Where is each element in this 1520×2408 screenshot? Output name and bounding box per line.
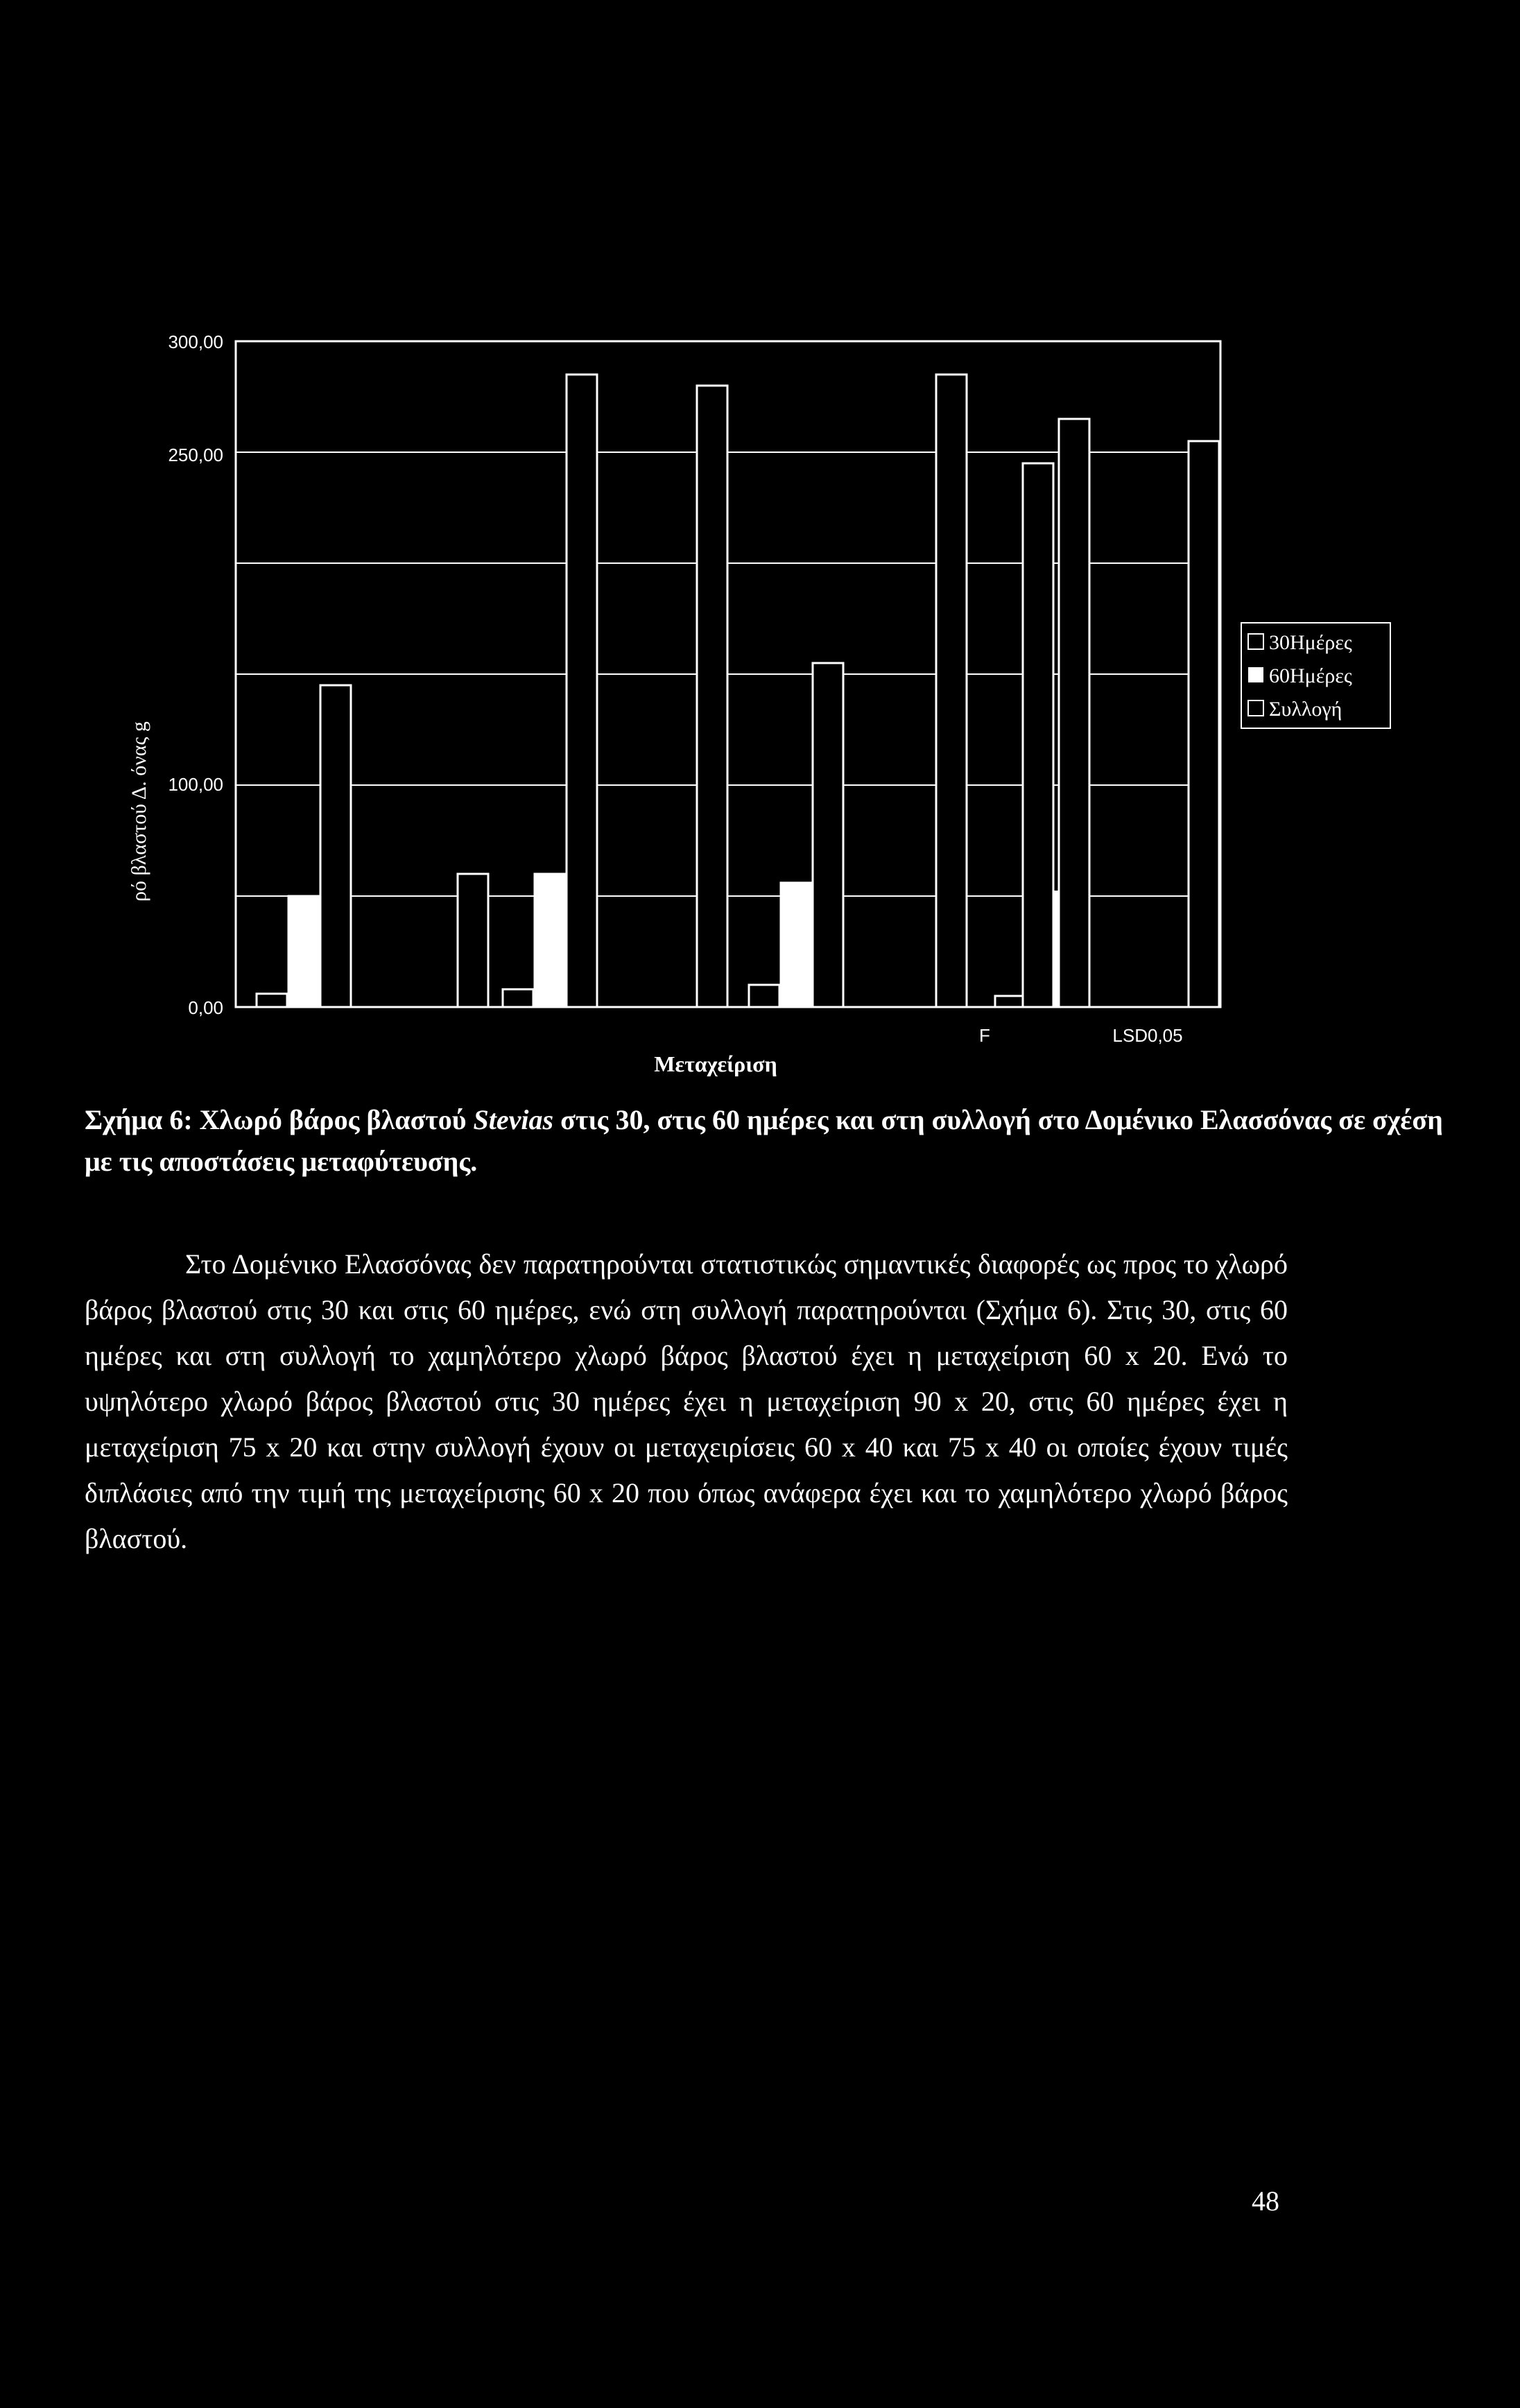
bar-series-2-category-3: [781, 883, 811, 1007]
bar-series-3-category-3: [813, 663, 843, 1007]
bar-series-2-category-2: [535, 874, 565, 1007]
y-tick-label: 300,00: [168, 332, 223, 352]
figure-caption: [85, 1099, 1444, 1182]
legend: [1241, 623, 1390, 728]
bar-extra-4: [1189, 441, 1219, 1007]
y-tick-label: 250,00: [168, 445, 223, 465]
bar-series-2-category-1: [288, 896, 319, 1007]
caption-suffix: στις 30, στις 60 ημέρες και στη συλλογή στο Δομένικο Ελασσόνας σε σχέση με τις αποστάσεις μεταφύτευσης.: [85, 1104, 1443, 1177]
legend-swatch-30: [1248, 634, 1263, 649]
x-axis-label: Μεταχείριση: [654, 1051, 777, 1076]
bar-series-3-category-2: [567, 375, 597, 1007]
bar-series-1-category-4: [995, 996, 1026, 1007]
bar-series-3-category-1: [320, 685, 351, 1007]
legend-entry-60: 60Ημέρες: [1269, 664, 1352, 687]
bar-series-1-category-3: [749, 985, 779, 1007]
bar-extra-3: [936, 375, 967, 1007]
bars-layer: [257, 375, 1219, 1007]
footer-label-lsd: LSD0,05: [1112, 1025, 1183, 1046]
page-number: 48: [1252, 2185, 1279, 2217]
y-tick-label: 0,00: [188, 997, 223, 1018]
bar-series-1-category-1: [257, 994, 287, 1007]
y-axis-label: ρό βλαστού Δ. όνας g: [128, 721, 150, 902]
caption-species: Stevias: [473, 1104, 554, 1135]
bar-series-1-category-2: [503, 989, 533, 1007]
bar-extra-2: [697, 386, 727, 1007]
legend-swatch-collection: [1248, 700, 1263, 716]
legend-swatch-60: [1248, 667, 1263, 682]
legend-entry-30: 30Ημέρες: [1269, 631, 1352, 654]
bar-chart: [0, 0, 1520, 1082]
bar-extra-1: [458, 874, 488, 1007]
caption-prefix: Σχήμα 6: Χλωρό βάρος βλαστού: [85, 1104, 474, 1135]
footer-label-f: F: [979, 1025, 990, 1046]
y-tick-label: 100,00: [168, 774, 223, 795]
body-paragraph: Στο Δομένικο Ελασσόνας δεν παρατηρούνται στατιστικώς σημαντικές διαφορές ως προς το χλωρό βάρος βλαστού στις 30 και στις 60 ημέρες, ενώ στη συλλογή παρατηρούνται (Σχήμα 6). Στις 30, στις 60 ημέρες και στη συλλογή το χαμηλότερο χλωρό βάρος βλαστού έχει η μεταχείριση 60 x 20. Ενώ το υψηλότερο χλωρό βάρος βλαστού στις 30 ημέρες έχει η μεταχείριση 90 x 20, στις 60 ημέρες έχει η μεταχείριση 75 x 20 και στην συλλογή έχουν οι μεταχειρίσεις 60 x 40 και 75 x 40 οι οποίες έχουν τιμές διπλάσιες από την τιμή της μεταχείρισης 60 x 20 που όπως ανάφερα έχει και το χαμηλότερο χλωρό βάρος βλαστού.: [85, 1248, 1288, 1554]
bar-extra-5: [1023, 463, 1053, 1007]
legend-entry-collection: Συλλογή: [1269, 698, 1342, 721]
bar-series-3-category-4: [1059, 419, 1089, 1007]
